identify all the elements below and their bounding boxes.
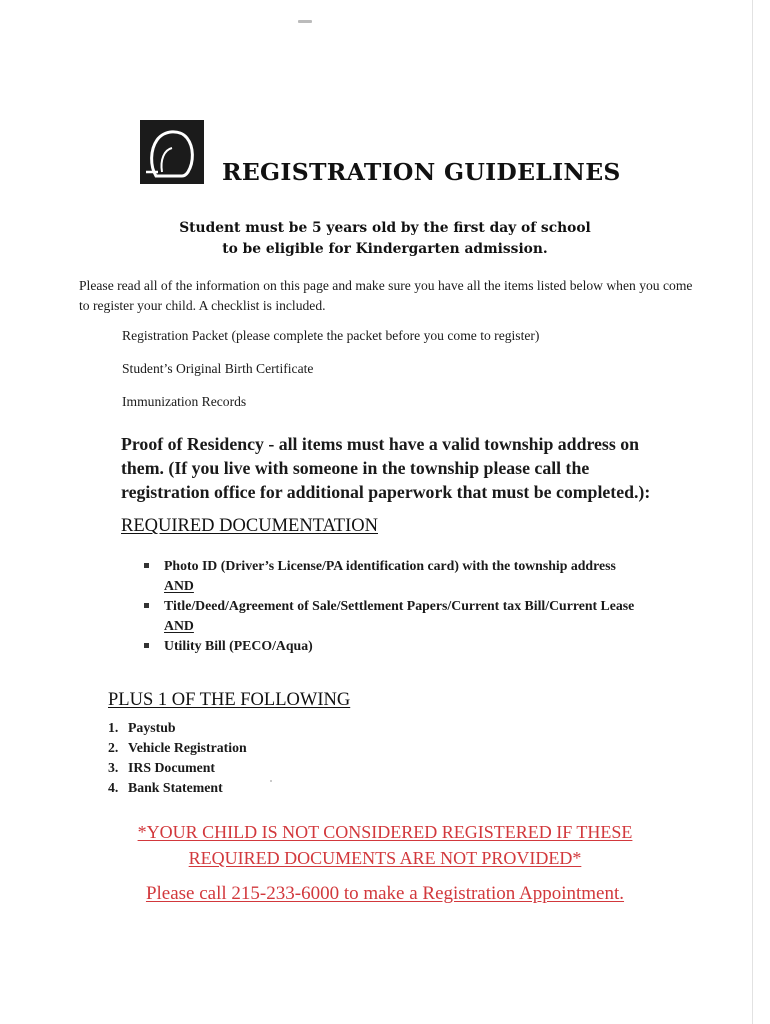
list-item — [108, 718, 408, 738]
age-requirement-line: to be eligible for Kindergarten admission. — [222, 241, 548, 257]
intro-paragraph: Please read all of the information on this page and make sure you have all the items listed below when you come to register your child. A checklist is included. — [79, 278, 693, 313]
list-item — [108, 738, 408, 758]
list-item — [144, 556, 689, 596]
doc-text: Photo ID (Driver’s License/PA identification card) with the township address — [164, 558, 616, 573]
scan-edge-line — [752, 0, 753, 1024]
square-bullet-icon — [144, 563, 149, 568]
doc-text: Title/Deed/Agreement of Sale/Settlement Papers/Current tax Bill/Current Lease — [164, 598, 635, 613]
age-requirement — [120, 218, 650, 260]
list-text: IRS Document — [128, 760, 215, 775]
proof-of-residency: Proof of Residency - all items must have a valid township address on them. (If you live with someone in the township please call the registration office for additional paperwork that must be completed.): — [121, 434, 651, 502]
doc-text: Utility Bill (PECO/Aqua) — [164, 638, 313, 653]
plus-one-heading: PLUS 1 OF THE FOLLOWING — [108, 690, 351, 710]
registration-warning — [90, 819, 680, 871]
age-requirement-line: Student must be 5 years old by the first day of school — [179, 220, 591, 236]
checklist-item-birth-certificate: Student’s Original Birth Certificate — [122, 361, 314, 376]
list-number: 4. — [108, 780, 119, 795]
checklist-item-immunization: Immunization Records — [122, 394, 247, 409]
conjunction-and: AND — [164, 618, 194, 633]
silhouette-logo-icon — [140, 120, 204, 184]
list-number: 1. — [108, 720, 119, 735]
list-number: 2. — [108, 740, 119, 755]
list-item — [144, 636, 689, 656]
square-bullet-icon — [144, 603, 149, 608]
list-text: Vehicle Registration — [128, 740, 247, 755]
list-item — [144, 596, 689, 636]
checklist-item-registration-packet: Registration Packet (please complete the packet before you come to register) — [122, 328, 540, 343]
warning-line: *YOUR CHILD IS NOT CONSIDERED REGISTERED IF THESE — [137, 822, 633, 842]
scan-speck — [298, 20, 312, 23]
list-item — [108, 778, 408, 798]
page-title: REGISTRATION GUIDELINES — [222, 158, 621, 186]
list-text: Paystub — [128, 720, 176, 735]
call-to-action: Please call 215-233-6000 to make a Registration Appointment. — [145, 883, 625, 904]
list-number: 3. — [108, 760, 119, 775]
conjunction-and: AND — [164, 578, 194, 593]
required-documentation-heading: REQUIRED DOCUMENTATION — [121, 516, 378, 536]
square-bullet-icon — [144, 643, 149, 648]
warning-line: REQUIRED DOCUMENTS ARE NOT PROVIDED* — [188, 848, 582, 868]
list-item — [108, 758, 408, 778]
list-text: Bank Statement — [128, 780, 223, 795]
required-docs-list — [144, 556, 689, 656]
plus-one-list — [108, 718, 408, 798]
